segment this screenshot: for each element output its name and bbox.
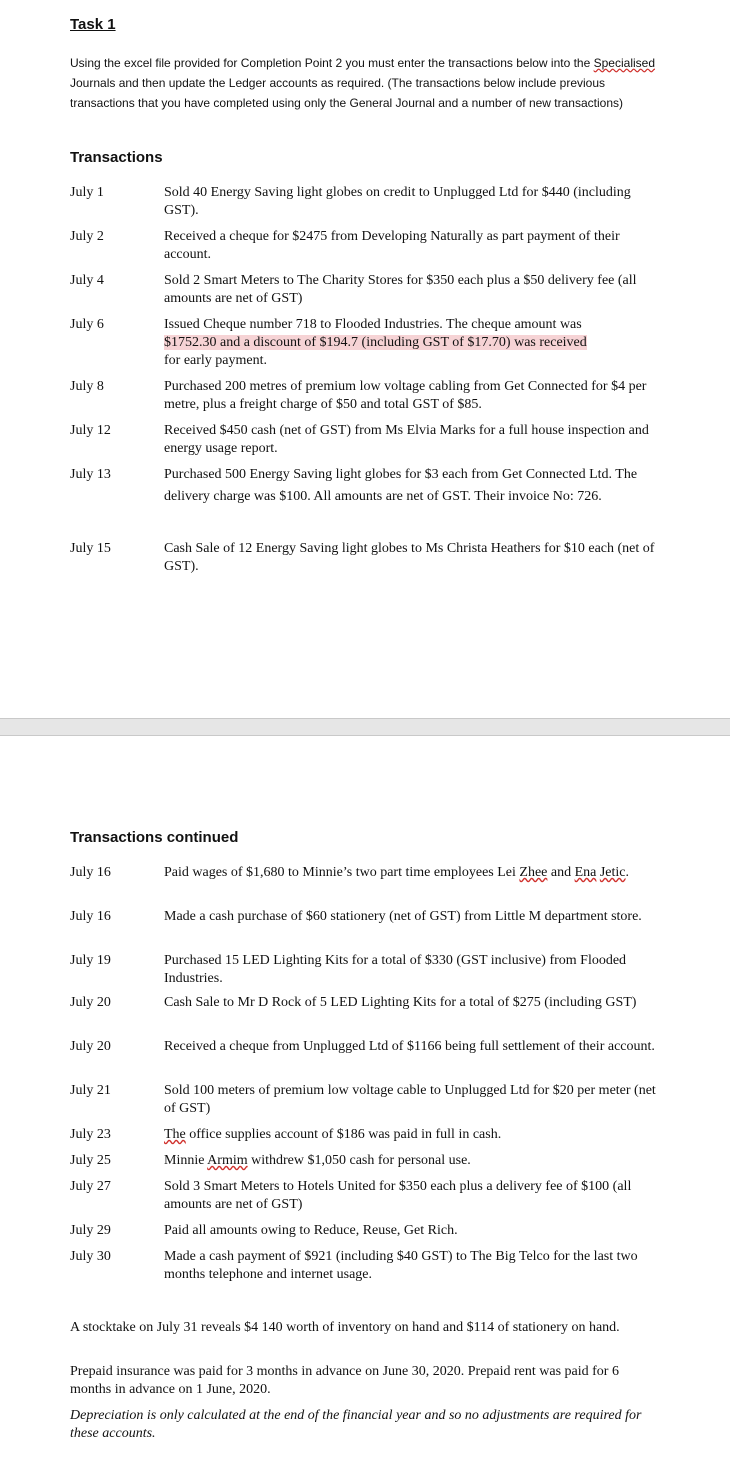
transaction-description: Purchased 15 LED Lighting Kits for a total of $330 (GST inclusive) from Flooded Industries. — [164, 953, 627, 986]
transaction-description: Cash Sale of 12 Energy Saving light globes to Ms Christa Heathers for $10 each (net of GST). — [164, 541, 655, 574]
task-title: Task 1 — [70, 16, 116, 33]
spelling-flag[interactable]: Specialised — [593, 56, 655, 70]
transaction-description: Purchased 500 Energy Saving light globes for $3 each from Get Connected Ltd. The delivery charge was $100. All amounts are net of GST. Their invoice No: 726. — [164, 467, 638, 504]
transaction-date: July 1 — [70, 185, 104, 200]
transactions-heading: Transactions — [70, 149, 163, 166]
transaction-date: July 19 — [70, 953, 111, 968]
transaction-date: July 27 — [70, 1179, 111, 1194]
transaction-date: July 29 — [70, 1223, 111, 1238]
depreciation-note: Depreciation is only calculated at the end of the financial year and so no adjustments are required for these accounts. — [70, 1408, 642, 1441]
transaction-date: July 20 — [70, 995, 111, 1010]
transaction-description: The office supplies account of $186 was paid in full in cash. — [164, 1127, 502, 1142]
transaction-date: July 25 — [70, 1153, 111, 1168]
spelling-flag[interactable]: The — [164, 1127, 186, 1142]
transaction-date: July 4 — [70, 273, 104, 288]
transaction-date: July 15 — [70, 541, 111, 556]
transaction-date: July 8 — [70, 379, 104, 394]
transaction-description: Paid all amounts owing to Reduce, Reuse, Get Rich. — [164, 1223, 458, 1238]
document-page-1 — [0, 0, 730, 718]
transaction-description: Received $450 cash (net of GST) from Ms Elvia Marks for a full house inspection and energy usage report. — [164, 423, 649, 456]
transaction-description: Made a cash purchase of $60 stationery (net of GST) from Little M department store. — [164, 909, 642, 924]
highlighted-text: $1752.30 and a discount of $194.7 (including GST of $17.70) was received — [164, 335, 587, 350]
spelling-flag[interactable]: Ena — [574, 865, 597, 880]
transaction-description: Cash Sale to Mr D Rock of 5 LED Lighting Kits for a total of $275 (including GST) — [164, 995, 637, 1010]
transaction-description: Made a cash payment of $921 (including $40 GST) to The Big Telco for the last two months telephone and internet usage. — [164, 1249, 638, 1282]
spelling-flag[interactable]: Jetic — [599, 865, 626, 880]
stocktake-note: A stocktake on July 31 reveals $4 140 worth of inventory on hand and $114 of stationery on hand. — [70, 1320, 620, 1335]
spelling-flag[interactable]: Armim — [207, 1153, 248, 1168]
transaction-date: July 21 — [70, 1083, 111, 1098]
transaction-description: Sold 2 Smart Meters to The Charity Stores for $350 each plus a $50 delivery fee (all amounts are net of GST) — [164, 273, 637, 306]
transaction-date: July 23 — [70, 1127, 111, 1142]
transaction-description: Sold 3 Smart Meters to Hotels United for $350 each plus a delivery fee of $100 (all amounts are net of GST) — [164, 1179, 632, 1212]
transaction-description: Received a cheque from Unplugged Ltd of $1166 being full settlement of their account. — [164, 1039, 655, 1054]
transaction-date: July 20 — [70, 1039, 111, 1054]
transaction-description: Paid wages of $1,680 to Minnie’s two part time employees Lei Zhee and Ena Jetic. — [164, 865, 630, 880]
task-intro: Using the excel file provided for Completion Point 2 you must enter the transactions below into the Specialised Journals and then update the Ledger accounts as required. (The transactions below include previous transactions that you have completed using only the General Journal and a number of new transactions) — [70, 56, 655, 110]
prepaid-note: Prepaid insurance was paid for 3 months in advance on June 30, 2020. Prepaid rent was paid for 6 months in advance on 1 June, 2020. — [70, 1364, 619, 1397]
document-page-2 — [0, 736, 730, 1472]
transactions-continued-heading: Transactions continued — [70, 829, 239, 846]
transaction-date: July 30 — [70, 1249, 111, 1264]
transaction-description: Issued Cheque number 718 to Flooded Industries. The cheque amount was $1752.30 and a discount of $194.7 (including GST of $17.70) was received for early payment. — [164, 317, 587, 368]
transaction-description: Sold 100 meters of premium low voltage cable to Unplugged Ltd for $20 per meter (net of GST) — [164, 1083, 656, 1116]
transaction-date: July 6 — [70, 317, 104, 332]
page-break — [0, 718, 730, 736]
transaction-description: Minnie Armim withdrew $1,050 cash for personal use. — [164, 1153, 471, 1168]
transaction-date: July 13 — [70, 467, 111, 482]
transaction-date: July 2 — [70, 229, 104, 244]
transaction-description: Sold 40 Energy Saving light globes on credit to Unplugged Ltd for $440 (including GST). — [164, 185, 631, 218]
transaction-date: July 16 — [70, 865, 111, 880]
transaction-description: Received a cheque for $2475 from Developing Naturally as part payment of their account. — [164, 229, 620, 262]
transaction-date: July 12 — [70, 423, 111, 438]
transaction-date: July 16 — [70, 909, 111, 924]
transaction-description: Purchased 200 metres of premium low voltage cabling from Get Connected for $4 per metre, plus a freight charge of $50 and total GST of $85. — [164, 379, 647, 412]
spelling-flag[interactable]: Zhee — [519, 865, 548, 880]
